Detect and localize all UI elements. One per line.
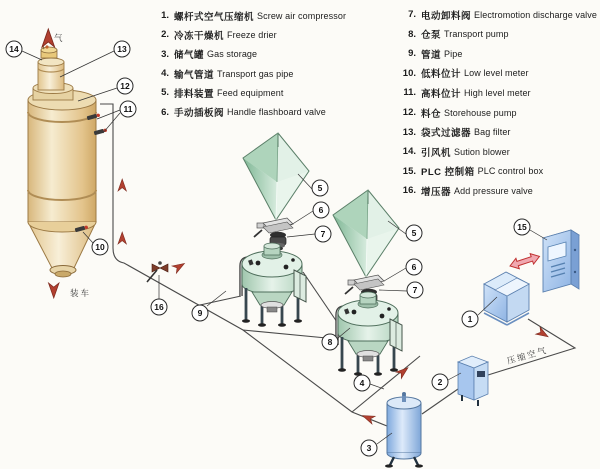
feed-hopper-2 xyxy=(333,190,399,277)
callout-11 xyxy=(120,101,136,117)
legend-item-2: 2. 冷冻干燥机 Freeze drier xyxy=(161,29,277,42)
legend-item-1: 1. 螺杆式空气压缩机 Screw air compressor xyxy=(161,10,347,23)
callout-5b xyxy=(406,225,422,241)
gas-out-label: 气 xyxy=(54,33,65,43)
plc-control-box xyxy=(543,230,579,292)
legend-item-5: 5. 排料装置 Feed equipment xyxy=(161,87,284,100)
air-compressor xyxy=(484,272,529,325)
callout-13 xyxy=(114,41,130,57)
svg-text:14: 14 xyxy=(9,44,19,54)
callout-6b xyxy=(406,259,422,275)
svg-text:7: 7 xyxy=(412,285,418,295)
truck-loading-label: 装车 xyxy=(70,288,92,298)
legend-item-14: 14. 引风机 Sution blower xyxy=(402,146,510,159)
callout-9 xyxy=(192,305,208,321)
legend-item-12: 12. 料仓 Storehouse pump xyxy=(402,107,517,120)
legend-item-16: 16. 增压器 Add pressure valve xyxy=(402,185,533,198)
transport-pump-2 xyxy=(337,292,402,376)
legend-item-11: 11. 高料位计 High level meter xyxy=(403,87,531,100)
callout-4 xyxy=(354,375,370,391)
freeze-drier xyxy=(458,356,488,406)
svg-text:6: 6 xyxy=(318,205,324,215)
svg-text:7: 7 xyxy=(320,229,326,239)
gas-storage-tank xyxy=(385,392,423,468)
callout-7b xyxy=(407,282,423,298)
callout-12 xyxy=(117,78,133,94)
callout-1 xyxy=(462,311,478,327)
callout-14 xyxy=(6,41,22,57)
transport-pump-1 xyxy=(241,243,306,327)
callout-7a xyxy=(315,226,331,242)
svg-text:3: 3 xyxy=(366,443,372,453)
svg-text:8: 8 xyxy=(327,337,333,347)
svg-text:6: 6 xyxy=(411,262,417,272)
svg-text:9: 9 xyxy=(197,308,203,318)
callout-10 xyxy=(92,239,108,255)
svg-text:16: 16 xyxy=(154,302,164,312)
legend-item-9: 9. 管道 Pipe xyxy=(408,48,463,61)
legend-item-3: 3. 储气罐 Gas storage xyxy=(161,48,258,62)
callout-16 xyxy=(151,299,167,315)
svg-text:13: 13 xyxy=(117,44,127,54)
callout-6a xyxy=(313,202,329,218)
svg-text:1: 1 xyxy=(467,314,473,324)
svg-text:10: 10 xyxy=(95,242,105,252)
svg-text:2: 2 xyxy=(437,377,443,387)
callout-2 xyxy=(432,374,448,390)
svg-text:5: 5 xyxy=(317,183,323,193)
callout-3 xyxy=(361,440,377,456)
svg-text:4: 4 xyxy=(359,378,365,388)
legend-column-left xyxy=(153,6,346,122)
legend-column-right xyxy=(396,5,597,200)
plc-link-double-arrow xyxy=(508,251,541,271)
legend-item-4: 4. 输气管道 Transport gas pipe xyxy=(161,68,294,81)
legend-item-13: 13. 袋式过滤器 Bag filter xyxy=(402,126,511,140)
callout-5a xyxy=(312,180,328,196)
legend-item-7: 7. 电动卸料阀 Electromotion discharge valve xyxy=(408,9,597,22)
legend-item-15: 15. PLC 控制箱 PLC control box xyxy=(402,165,544,179)
add-pressure-valve xyxy=(147,261,168,282)
legend-item-10: 10. 低料位计 Low level meter xyxy=(402,67,529,81)
svg-text:15: 15 xyxy=(517,222,527,232)
legend-item-6: 6. 手动插板阀 Handle flashboard valve xyxy=(161,106,326,120)
feed-hopper-1 xyxy=(243,133,309,220)
compressed-air-label: 压缩空气 xyxy=(505,344,549,366)
callout-8 xyxy=(322,334,338,350)
svg-text:5: 5 xyxy=(411,228,417,238)
bag-filter xyxy=(33,58,73,100)
legend-item-8: 8. 仓泵 Transport pump xyxy=(408,28,509,42)
svg-text:12: 12 xyxy=(120,81,130,91)
callout-15 xyxy=(514,219,530,235)
svg-text:11: 11 xyxy=(123,104,133,114)
